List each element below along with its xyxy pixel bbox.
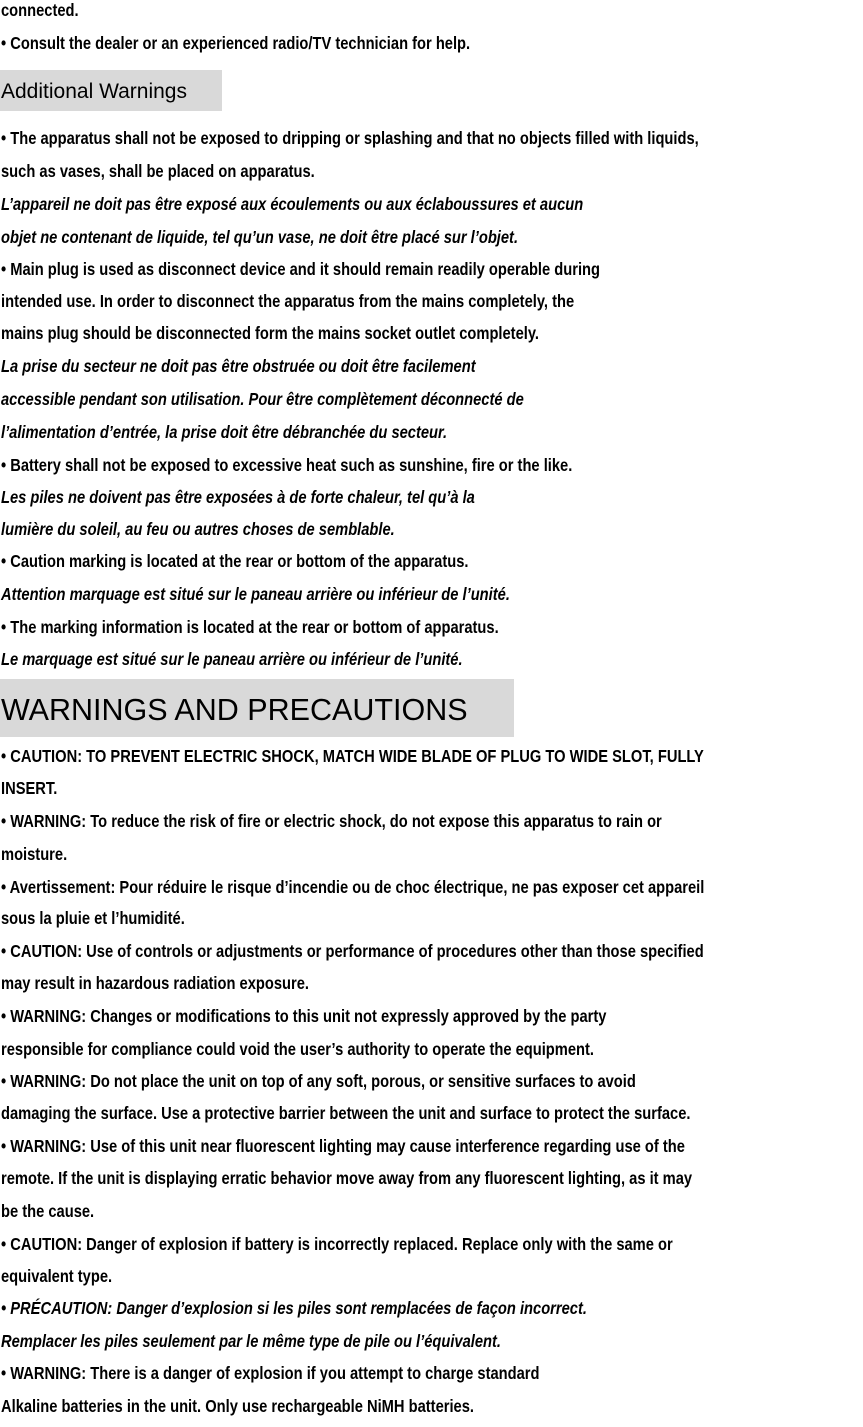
text-line: • WARNING: There is a danger of explosion if you attempt to charge standard bbox=[1, 1363, 540, 1383]
text-line: • CAUTION: TO PREVENT ELECTRIC SHOCK, MATCH WIDE BLADE OF PLUG TO WIDE SLOT, FULLY bbox=[1, 746, 704, 766]
text-line-french: lumière du soleil, au feu ou autres choses de semblable. bbox=[1, 519, 395, 539]
text-line: • WARNING: Changes or modifications to this unit not expressly approved by the party bbox=[1, 1006, 607, 1026]
text-line: • Avertissement: Pour réduire le risque d’incendie ou de choc électrique, ne pas exposer cet appareil bbox=[1, 877, 705, 897]
text-line: Alkaline batteries in the unit. Only use rechargeable NiMH batteries. bbox=[1, 1396, 474, 1416]
text-line: responsible for compliance could void the user’s authority to operate the equipment. bbox=[1, 1039, 595, 1059]
text-line: sous la pluie et l’humidité. bbox=[1, 908, 185, 928]
text-line: remote. If the unit is displaying erratic behavior move away from any fluorescent lighting, as it may bbox=[1, 1168, 693, 1188]
text-line: • CAUTION: Use of controls or adjustments or performance of procedures other than those specified bbox=[1, 941, 704, 961]
text-line: intended use. In order to disconnect the apparatus from the mains completely, the bbox=[1, 291, 575, 311]
text-line-french: l’alimentation d’entrée, la prise doit être débranchée du secteur. bbox=[1, 422, 448, 442]
text-line-french: accessible pendant son utilisation. Pour être complètement déconnecté de bbox=[1, 389, 524, 409]
text-line: connected. bbox=[1, 0, 79, 20]
section-heading-additional-warnings: Additional Warnings bbox=[0, 70, 222, 111]
text-line-french: • PRÉCAUTION: Danger d’explosion si les piles sont remplacées de façon incorrect. bbox=[1, 1298, 587, 1318]
text-line-french: La prise du secteur ne doit pas être obstruée ou doit être facilement bbox=[1, 356, 476, 376]
text-line: • Battery shall not be exposed to excessive heat such as sunshine, fire or the like. bbox=[1, 455, 573, 475]
text-line: • The apparatus shall not be exposed to dripping or splashing and that no objects filled with liquids, bbox=[1, 128, 699, 148]
text-line: • WARNING: Do not place the unit on top of any soft, porous, or sensitive surfaces to avoid bbox=[1, 1071, 636, 1091]
text-line: mains plug should be disconnected form the mains socket outlet completely. bbox=[1, 323, 540, 343]
text-line: INSERT. bbox=[1, 778, 58, 798]
text-line-french: Les piles ne doivent pas être exposées à de forte chaleur, tel qu’à la bbox=[1, 487, 475, 507]
text-line: • Consult the dealer or an experienced radio/TV technician for help. bbox=[1, 33, 471, 53]
text-line: • CAUTION: Danger of explosion if battery is incorrectly replaced. Replace only with the same or bbox=[1, 1234, 673, 1254]
text-line: • Main plug is used as disconnect device and it should remain readily operable during bbox=[1, 259, 600, 279]
text-line: may result in hazardous radiation exposure. bbox=[1, 973, 309, 993]
text-line: such as vases, shall be placed on apparatus. bbox=[1, 161, 315, 181]
text-line: • Caution marking is located at the rear or bottom of the apparatus. bbox=[1, 551, 469, 571]
text-line-french: objet ne contenant de liquide, tel qu’un vase, ne doit être placé sur l’objet. bbox=[1, 227, 519, 247]
text-line-french: Remplacer les piles seulement par le même type de pile ou l’équivalent. bbox=[1, 1331, 501, 1351]
section-heading-warnings-and-precautions: WARNINGS AND PRECAUTIONS bbox=[0, 679, 514, 737]
text-line-french: Attention marquage est situé sur le paneau arrière ou inférieur de l’unité. bbox=[1, 584, 510, 604]
text-line: moisture. bbox=[1, 844, 68, 864]
text-line: • WARNING: To reduce the risk of fire or electric shock, do not expose this apparatus to rain or bbox=[1, 811, 662, 831]
text-line-french: Le marquage est situé sur le paneau arrière ou inférieur de l’unité. bbox=[1, 649, 463, 669]
text-line: • The marking information is located at the rear or bottom of apparatus. bbox=[1, 617, 499, 637]
text-line: be the cause. bbox=[1, 1201, 95, 1221]
text-line: damaging the surface. Use a protective barrier between the unit and surface to protect the surface. bbox=[1, 1103, 691, 1123]
text-line: equivalent type. bbox=[1, 1266, 113, 1286]
text-line-french: L’appareil ne doit pas être exposé aux écoulements ou aux éclaboussures et aucun bbox=[1, 194, 584, 214]
text-line: • WARNING: Use of this unit near fluorescent lighting may cause interference regarding use of the bbox=[1, 1136, 685, 1156]
